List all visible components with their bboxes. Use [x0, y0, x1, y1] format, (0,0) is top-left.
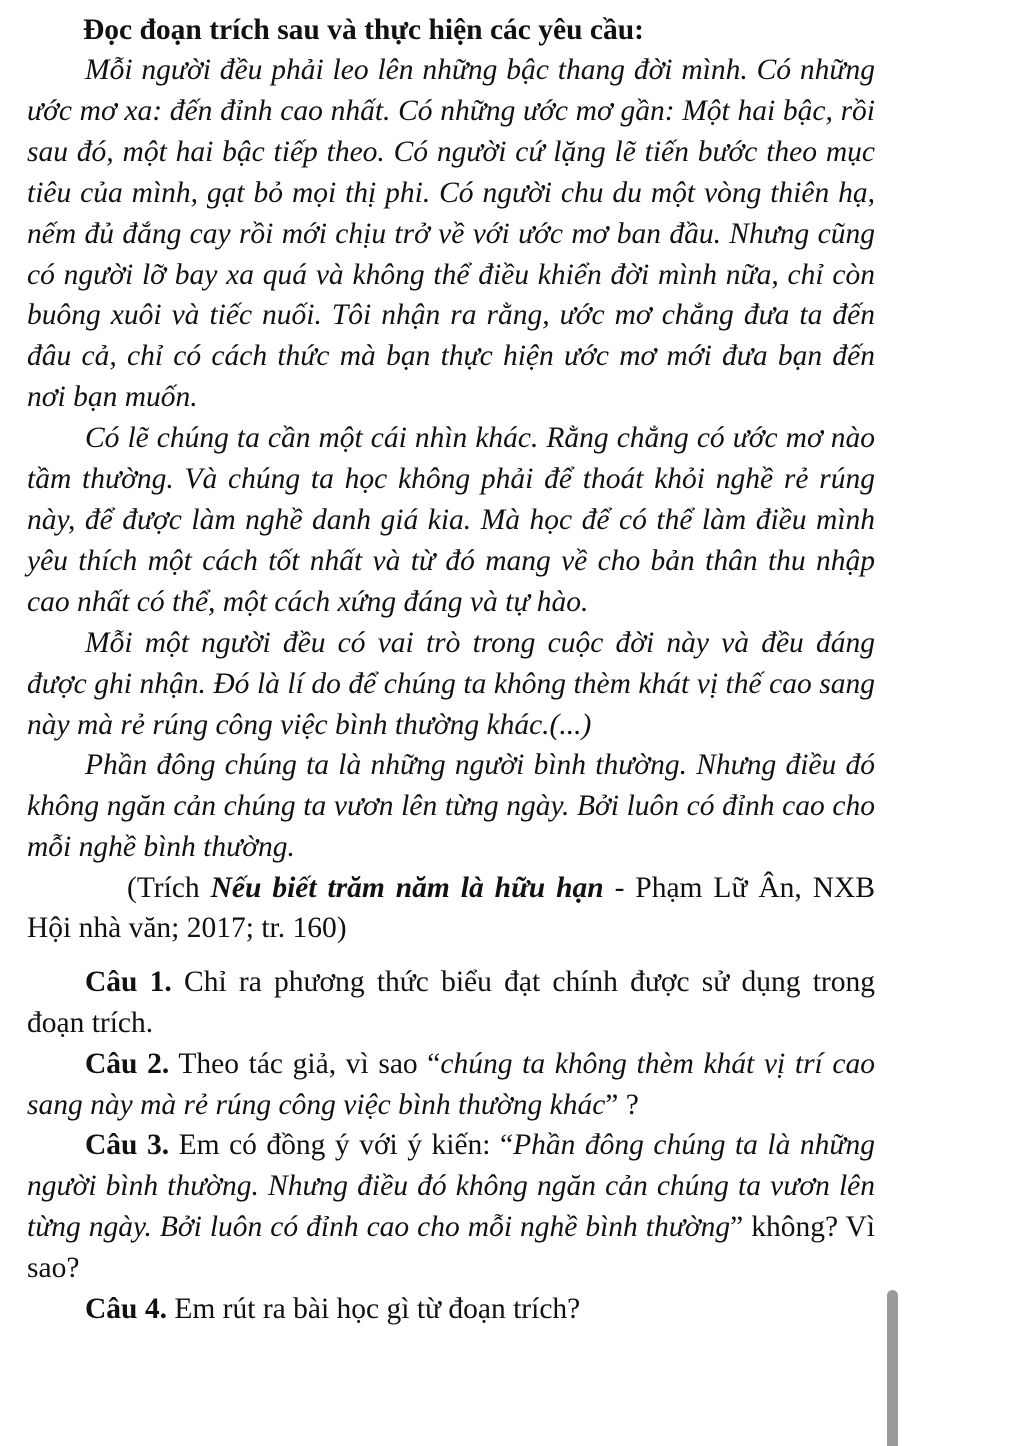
- question-2-quote: chúng ta không thèm khát vị trí cao sang này mà rẻ rúng công việc bình thường khác: [27, 1047, 875, 1121]
- passage-paragraph-4: Phần đông chúng ta là những người bình thường. Nhưng điều đó không ngăn cản chúng ta vươn lên từng ngày. Bởi luôn có đỉnh cao cho mỗi nghề bình thường.: [27, 749, 875, 864]
- scrollbar-thumb[interactable]: [887, 1290, 898, 1446]
- question-4: [27, 1289, 875, 1330]
- source-book-title: Nếu biết trăm năm là hữu hạn: [210, 872, 604, 905]
- source-citation: [27, 868, 875, 948]
- question-3-label: Câu 3.: [85, 1129, 170, 1162]
- question-list: [27, 962, 875, 1329]
- document-content: [27, 10, 875, 1329]
- question-2-label: Câu 2.: [85, 1047, 170, 1080]
- question-4-label: Câu 4.: [85, 1292, 167, 1325]
- question-3-text-before: Em có đồng ý với ý kiến: “: [169, 1129, 514, 1162]
- source-suffix: - Phạm Lữ Ân, NXB Hội nhà văn; 2017; tr. 160): [27, 872, 875, 945]
- passage-paragraph-3: Mỗi một người đều có vai trò trong cuộc đời này và đều đáng được ghi nhận. Đó là lí do để chúng ta không thèm khát vị thế cao sang này mà rẻ rúng công việc bình thường khác.(...): [27, 626, 875, 741]
- passage-paragraph-1: Mỗi người đều phải leo lên những bậc thang đời mình. Có những ước mơ xa: đến đỉnh cao nhất. Có những ước mơ gần: Một hai bậc, rồi sau đó, một hai bậc tiếp theo. Có người cứ lặng lẽ tiến bước theo mục tiêu của mình, gạt bỏ mọi thị phi. Có người chu du một vòng thiên hạ, nếm đủ đắng cay rồi mới chịu trở về với ước mơ ban đầu. Nhưng cũng có người lỡ bay xa quá và không thể điều khiển đời mình nữa, chỉ còn buông xuôi và tiếc nuối. Tôi nhận ra rằng, ước mơ chẳng đưa ta đến đâu cả, chỉ có cách thức mà bạn thực hiện ước mơ mới đưa bạn đến nơi bạn muốn.: [27, 54, 875, 414]
- passage-paragraph-2: Có lẽ chúng ta cần một cái nhìn khác. Rằng chẳng có ước mơ nào tầm thường. Và chúng ta học không phải để thoát khỏi nghề rẻ rúng này, để được làm nghề danh giá kia. Mà học để có thể làm điều mình yêu thích một cách tốt nhất và từ đó mang về cho bản thân thu nhập cao nhất có thể, một cách xứng đáng và tự hào.: [27, 422, 875, 618]
- question-1-text: Chỉ ra phương thức biểu đạt chính được sử dụng trong đoạn trích.: [27, 966, 875, 1039]
- question-3: [27, 1125, 875, 1288]
- source-prefix: (Trích: [127, 872, 211, 905]
- question-2-text-after: ” ?: [605, 1088, 639, 1121]
- question-4-text: Em rút ra bài học gì từ đoạn trích?: [166, 1292, 581, 1325]
- question-3-text-after: ” không? Vì sao?: [27, 1210, 876, 1284]
- instruction-heading: Đọc đoạn trích sau và thực hiện các yêu cầu:: [83, 14, 644, 46]
- question-1: [27, 962, 875, 1044]
- question-3-quote: Phần đông chúng ta là những người bình thường. Nhưng điều đó không ngăn cản chúng ta vươn lên từng ngày. Bởi luôn có đỉnh cao cho mỗi nghề bình thường: [27, 1129, 875, 1243]
- question-2-text-before: Theo tác giả, vì sao “: [169, 1047, 441, 1080]
- section-spacer: [27, 948, 875, 962]
- excerpt-passage: [27, 50, 875, 868]
- question-1-label: Câu 1.: [85, 966, 172, 999]
- question-2: [27, 1044, 875, 1126]
